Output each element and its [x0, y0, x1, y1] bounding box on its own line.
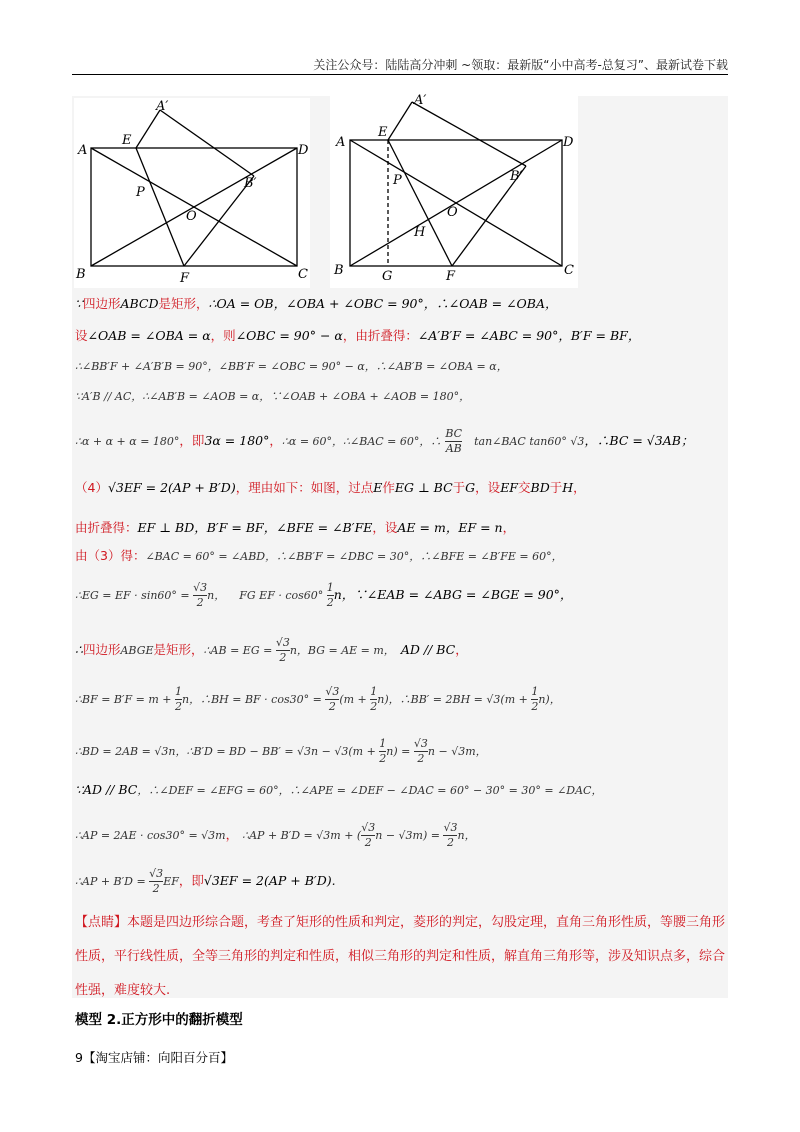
text: ，理由如下：如图，过点 — [235, 480, 374, 495]
fig1-label-a-prime: A′ — [156, 99, 169, 114]
math: √3EF = 2(AP + B′D) — [107, 480, 236, 495]
denominator: 2 — [152, 882, 160, 895]
fig1-label-b-prime: B′ — [244, 176, 257, 191]
text: ，即 — [179, 433, 205, 448]
denominator: 2 — [326, 596, 334, 609]
numerator: √3 — [443, 821, 458, 834]
text: ，则 — [210, 328, 236, 343]
math: n，BG = AE = m， — [289, 644, 395, 657]
fig2-label-o: O — [447, 205, 458, 220]
text: 由（3）得： — [75, 548, 146, 563]
numerator: √3 — [275, 636, 290, 649]
denominator: 2 — [531, 700, 539, 713]
fig2-label-b: B — [334, 263, 344, 278]
text: ， — [225, 827, 239, 842]
fraction — [414, 737, 428, 766]
fig2-label-a: A — [336, 135, 346, 150]
fraction — [361, 821, 375, 850]
fig1-label-d: D — [298, 143, 309, 158]
text: 由折叠得： — [75, 520, 138, 535]
text: ， — [573, 480, 586, 495]
solution-line-1 — [75, 294, 558, 314]
math: (m + — [339, 693, 371, 706]
math: EF ⊥ BD，B′F = BF，∠BFE = ∠B′FE — [137, 520, 373, 535]
math: n)，∴BB′ = 2BH = √3(m + — [377, 693, 532, 706]
fig1-label-e: E — [122, 133, 132, 148]
fig2-label-a-prime: A′ — [414, 94, 427, 108]
math: ∴OA = OB，∠OBA + ∠OBC = 90°，∴∠OAB = ∠OBA， — [208, 296, 558, 311]
math: AE = m，EF = n — [397, 520, 503, 535]
fig2-label-h: H — [414, 225, 426, 240]
solution-line-4 — [75, 386, 470, 407]
fraction — [443, 821, 457, 850]
math: tan∠BAC tan60° √3 — [474, 435, 585, 448]
fraction — [193, 581, 207, 610]
denominator: 2 — [370, 700, 378, 713]
math: n， — [207, 589, 226, 602]
solution-line-5 — [75, 424, 693, 458]
text: 四边形 — [82, 296, 121, 311]
text: 交 — [518, 480, 531, 495]
math: . — [331, 873, 336, 888]
math: ，∴B′D = BD − BB′ = √3n − √3(m + — [175, 745, 380, 758]
math: n) = — [386, 745, 414, 758]
text: ， — [455, 642, 468, 657]
math: ∴BD = 2AB = √3n — [75, 745, 176, 758]
fig1-label-p: P — [136, 185, 145, 200]
text: ，由折叠得： — [342, 328, 418, 343]
numerator: √3 — [361, 821, 376, 834]
denominator: 2 — [446, 836, 454, 849]
figure-2-diagram — [330, 94, 578, 288]
figure-1 — [74, 98, 310, 288]
math: ∴ — [75, 642, 83, 657]
fig2-label-e: E — [378, 125, 388, 140]
denominator: 2 — [417, 752, 425, 765]
solution-line-9 — [75, 578, 572, 612]
numerator: 1 — [326, 581, 334, 594]
math: ∴AB = EG = — [203, 644, 276, 657]
numerator: √3 — [193, 581, 208, 594]
math: ∴EG = EF · sin60° = — [75, 589, 194, 602]
math: n − √3m， — [427, 745, 487, 758]
math: ∴AP + B′D = √3m + ( — [242, 829, 362, 842]
fig2-label-c: C — [564, 263, 574, 278]
math: ∠BAC = 60° = ∠ABD，∴∠BB′F = ∠DBC = 30°，∴∠BFE = ∠B′FE = 60°， — [145, 550, 563, 563]
fraction — [149, 867, 163, 896]
fig2-label-b-prime: B′ — [510, 169, 523, 184]
denominator: 2 — [175, 700, 182, 713]
numerator: BC — [445, 427, 463, 440]
math: ，∴∠DEF = ∠EFG = 60°，∴∠APE = ∠DEF − ∠DAC = 60° − 30° = 30° = ∠DAC， — [137, 784, 603, 797]
fraction — [175, 685, 182, 714]
solution-line-12 — [75, 732, 487, 770]
math: E — [373, 480, 383, 495]
math: BD — [530, 480, 550, 495]
denominator: 2 — [328, 700, 336, 713]
page-number: 9 — [75, 1050, 83, 1065]
numerator: 1 — [370, 685, 378, 698]
math: ABCD — [120, 296, 159, 311]
fig2-label-d: D — [563, 135, 574, 150]
solution-line-2 — [75, 326, 640, 346]
math: ∴BF = B′F = m + — [75, 693, 175, 706]
numerator: √3 — [325, 685, 340, 698]
text: ， — [502, 520, 516, 535]
comment-tag: 【点睛】 — [75, 915, 128, 930]
math: ∠OBC = 90° − α — [235, 328, 343, 343]
text: 是矩形， — [153, 642, 204, 657]
fig1-label-o: O — [186, 209, 197, 224]
fig2-label-g: G — [382, 269, 393, 284]
text: 是矩形， — [158, 296, 209, 311]
math: ∴AP + B′D = — [75, 875, 150, 888]
math: √3EF = 2(AP + B′D) — [203, 873, 332, 888]
denominator: 2 — [279, 651, 287, 664]
math: ∠OAB = ∠OBA = α — [87, 328, 211, 343]
math: ∴∠BB′F + ∠A′B′B = 90°，∠BB′F = ∠OBC = 90° − α，∴∠AB′B = ∠OBA = α， — [75, 360, 508, 373]
numerator: √3 — [149, 867, 164, 880]
math: H — [562, 480, 574, 495]
text: ， — [269, 433, 282, 448]
math: n − √3m) = — [375, 829, 444, 842]
math: ，∴BC = √3AB； — [584, 433, 694, 448]
solution-line-7 — [75, 518, 515, 538]
numerator: 1 — [531, 685, 539, 698]
solution-line-10 — [75, 630, 468, 670]
denominator: 2 — [196, 596, 204, 609]
fraction — [327, 581, 334, 610]
denominator: 2 — [364, 836, 372, 849]
math: AD // BC — [400, 642, 456, 657]
solution-line-15 — [75, 862, 336, 900]
fig2-label-f: F — [446, 269, 456, 284]
because-symbol: ∵ — [75, 296, 83, 311]
fraction — [276, 636, 290, 665]
math: 3α = 180° — [204, 433, 270, 448]
math: ∴α + α + α = 180° — [75, 435, 180, 448]
model-title: 模型 2.正方形中的翻折模型 — [75, 1012, 243, 1028]
text: ，即 — [178, 873, 204, 888]
numerator: √3 — [413, 737, 428, 750]
text: ，设 — [372, 520, 398, 535]
math: EG ⊥ BC — [394, 480, 453, 495]
text: 于 — [549, 480, 563, 495]
solution-line-8 — [75, 546, 563, 567]
math: ∵AD // BC — [75, 782, 138, 797]
denominator: AB — [445, 442, 462, 455]
math: ∠A′B′F = ∠ABC = 90°，B′F = BF， — [417, 328, 641, 343]
math: EF — [163, 875, 179, 888]
header-rule — [72, 74, 728, 75]
solution-line-11 — [75, 680, 561, 718]
math: n，∴BH = BF · cos30° = — [182, 693, 326, 706]
math: n，∵∠EAB = ∠ABG = ∠BGE = 90°， — [333, 587, 573, 602]
solution-line-14 — [75, 816, 476, 854]
text: 设 — [75, 328, 88, 343]
math: n， — [457, 829, 476, 842]
shop-name: 【淘宝店铺：向阳百分百】 — [82, 1050, 233, 1065]
solution-line-13 — [75, 780, 602, 801]
fraction — [325, 685, 339, 714]
page-footer — [75, 1048, 233, 1066]
text: ，设 — [475, 480, 501, 495]
fig2-label-p: P — [393, 173, 402, 188]
page-header: 关注公众号：陆陆高分冲刺 ~领取：最新版“小中高考-总复习”、最新试卷下载 — [313, 58, 728, 72]
math: ABGE — [120, 644, 154, 657]
math: ∴α = 60°，∴∠BAC = 60°，∴ — [281, 435, 442, 448]
numerator: 1 — [379, 737, 387, 750]
solution-line-6 — [75, 478, 586, 498]
math: EF — [500, 480, 518, 495]
math: ∴AP = 2AE · cos30° = √3m — [75, 829, 226, 842]
fig1-label-c: C — [298, 267, 308, 282]
figure-1-diagram — [74, 98, 310, 288]
figure-2 — [330, 94, 578, 288]
solution-line-3 — [75, 356, 508, 377]
math: ∵A′B // AC，∴∠AB′B = ∠AOB = α，∵∠OAB + ∠OBA + ∠AOB = 180°， — [75, 390, 471, 403]
math: G — [465, 480, 476, 495]
math: FG EF · cos60° — [239, 589, 327, 602]
numerator: 1 — [175, 685, 182, 698]
fig1-label-b: B — [76, 267, 86, 282]
comment-paragraph — [75, 906, 727, 1008]
fig1-label-a: A — [78, 143, 88, 158]
fig1-label-f: F — [180, 271, 190, 286]
comment-text: 本题是四边形综合题，考查了矩形的性质和判定，菱形的判定，勾股定理，直角三角形性质，等腰三角形性质，平行线性质，全等三角形的判定和性质，相似三角形的判定和性质，解直角三角形等，涉及知识点多，综合性强，难度较大. — [75, 915, 726, 998]
text: （4） — [75, 480, 108, 495]
math: n)， — [538, 693, 561, 706]
text: 于 — [452, 480, 466, 495]
text: 四边形 — [82, 642, 121, 657]
text: 作 — [382, 480, 395, 495]
denominator: 2 — [379, 752, 387, 765]
fraction-bc-ab — [445, 427, 462, 456]
